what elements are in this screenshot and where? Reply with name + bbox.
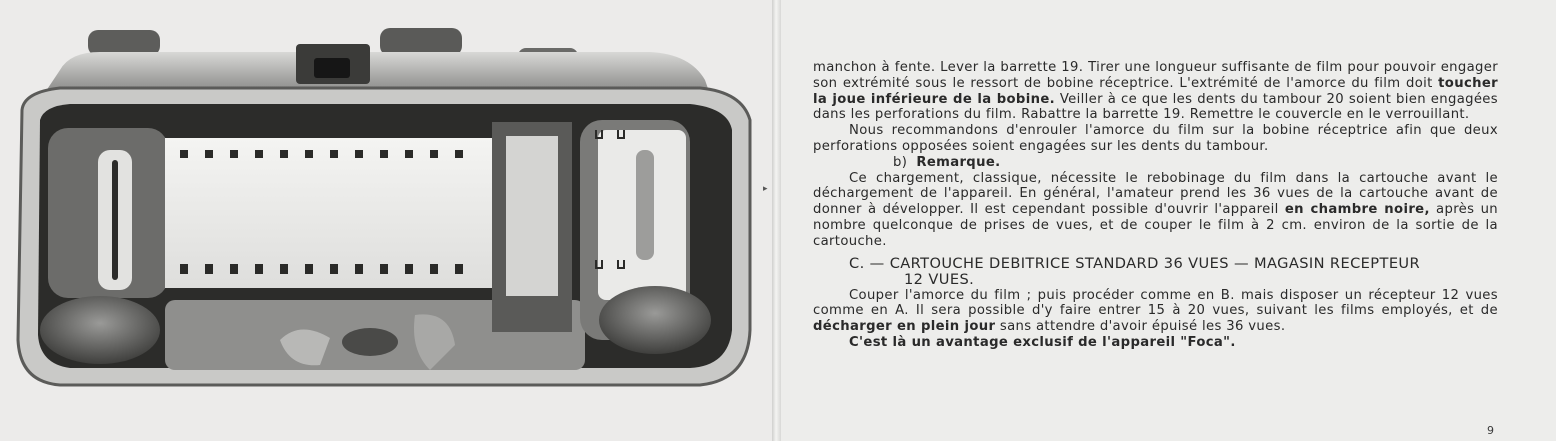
subsection-heading: b) Remarque. xyxy=(893,154,1001,170)
paragraph-4: Couper l'amorce du film ; puis procéder comme en B. mais disposer un récepteur 12 vues comme en A. Il sera possible d'y faire entrer 15 à 20 vues, suivant les films employés, et de décharger en plein jour sans attendre d'avoir épuisé les 36 vues. xyxy=(813,287,1498,335)
paragraph-2: Nous recommandons d'enrouler l'amorce du film sur la bobine réceptrice afin que deux perforations opposées soient engagées sur les dents du tambour. xyxy=(813,123,1498,154)
left-page xyxy=(0,0,772,441)
margin-mark: ▸ xyxy=(763,184,768,194)
camera-interior-film-icon xyxy=(0,0,772,441)
page-number: 9 xyxy=(1487,424,1494,437)
paragraph-1: manchon à fente. Lever la barrette 19. Tirer une longueur suffisante de film pour pouvoir engager son extrémité sous le ressort de bobine réceptrice. L'extrémité de l'amorce du film doit toucher la joue inférieure de la bobine. Veiller à ce que les dents du tambour 20 soient bien engagées dans les perforations du film. Rabattre la barrette 19. Remettre le couvercle en le verrouillant. xyxy=(813,60,1498,123)
body-text xyxy=(813,60,1498,351)
section-heading: C. — CARTOUCHE DEBITRICE STANDARD 36 VUES — MAGASIN RECEPTEUR 12 VUES. xyxy=(849,254,1421,288)
book-gutter xyxy=(772,0,781,441)
paragraph-5: C'est là un avantage exclusif de l'appareil "Foca". xyxy=(849,334,1236,350)
right-page xyxy=(763,0,1556,441)
paragraph-3: Ce chargement, classique, nécessite le rebobinage du film dans la cartouche avant le déchargement de l'appareil. En général, l'amateur prend les 36 vues de la cartouche avant de donner à développer. Il est cependant possible d'ouvrir l'appareil en chambre noire, après un nombre quelconque de prises de vues, et de couper le film à 2 cm. environ de la sortie de la cartouche. xyxy=(813,170,1499,249)
emphasis-bold: toucher la joue inférieure de la bobine. xyxy=(813,75,1498,107)
